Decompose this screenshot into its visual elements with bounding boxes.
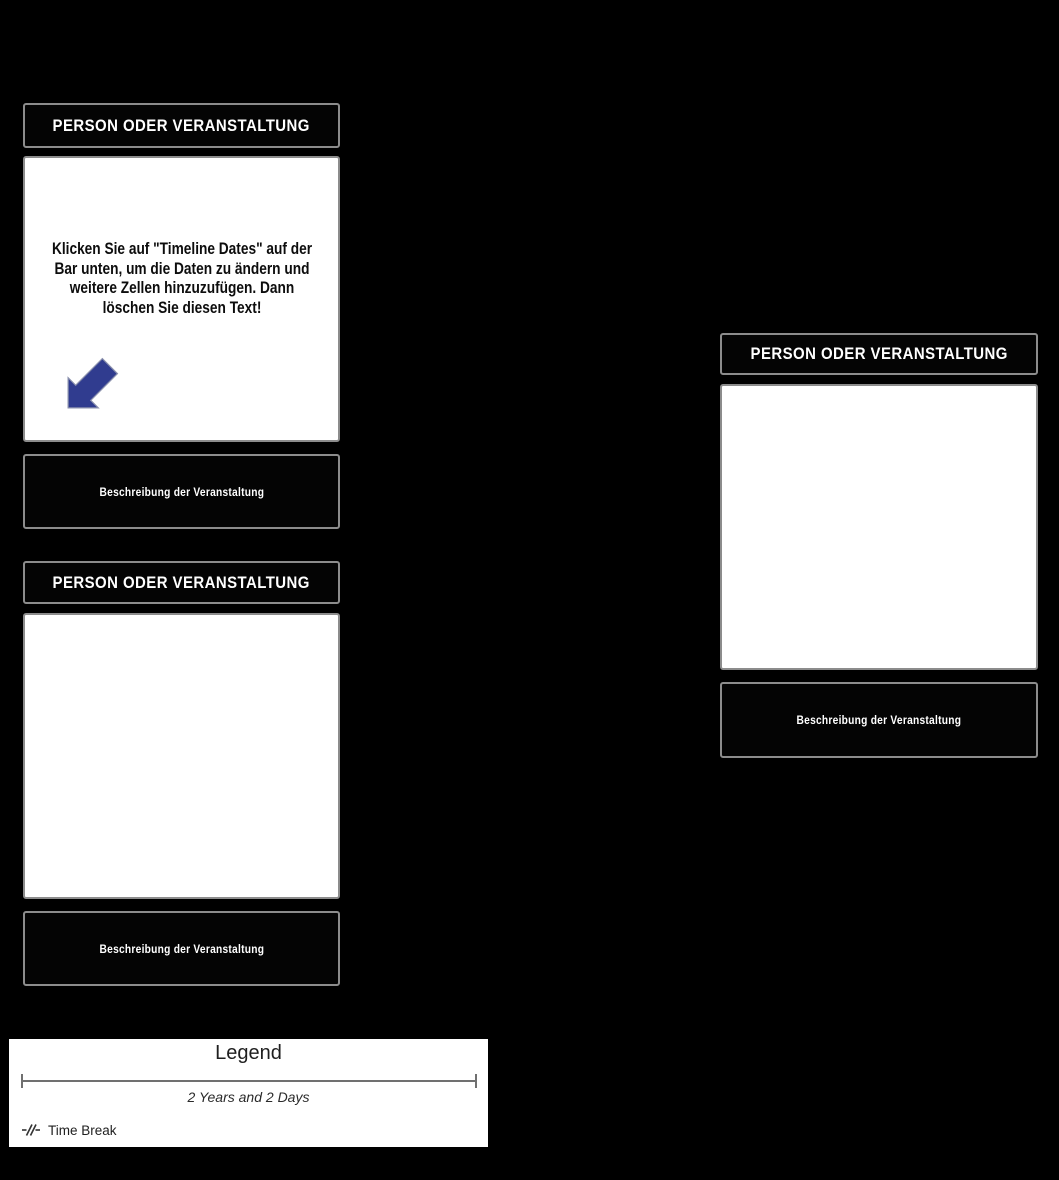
entry3-title-cell[interactable] <box>720 333 1038 375</box>
legend-time-break-row <box>22 1122 117 1138</box>
entry2-title-cell[interactable] <box>23 561 340 604</box>
instruction-line-4: löschen Sie diesen Text! <box>102 298 261 317</box>
entry1-description-label: Beschreibung der Veranstaltung <box>99 484 264 499</box>
entry2-image-cell[interactable] <box>23 613 340 899</box>
legend-time-break-label: Time Break <box>48 1122 117 1138</box>
entry3-image-cell[interactable] <box>720 384 1038 670</box>
entry1-instruction-text <box>32 240 331 318</box>
entry2-description-cell[interactable] <box>23 911 340 986</box>
legend-title: Legend <box>215 1042 282 1064</box>
legend-duration-label: 2 Years and 2 Days <box>187 1089 310 1105</box>
entry1-image-cell[interactable] <box>23 156 340 442</box>
arrow-down-left-icon <box>46 346 132 428</box>
entry2-description-label: Beschreibung der Veranstaltung <box>99 941 264 956</box>
entry1-title-cell[interactable] <box>23 103 340 148</box>
instruction-line-1: Klicken Sie auf "Timeline Dates" auf der <box>51 240 312 258</box>
entry3-title-label: PERSON ODER VERANSTALTUNG <box>750 344 1008 363</box>
entry3-description-label: Beschreibung der Veranstaltung <box>796 713 962 727</box>
legend-panel <box>9 1039 488 1147</box>
instruction-line-2: Bar unten, um die Daten zu ändern und <box>54 259 309 278</box>
entry2-title-label: PERSON ODER VERANSTALTUNG <box>52 572 311 592</box>
time-break-icon <box>22 1122 41 1138</box>
instruction-line-3: weitere Zellen hinzuzufügen. Dann <box>69 279 294 297</box>
entry3-description-cell[interactable] <box>720 682 1038 758</box>
entry1-title-label: PERSON ODER VERANSTALTUNG <box>52 115 311 135</box>
entry1-description-cell[interactable] <box>23 454 340 529</box>
legend-duration-line <box>21 1080 477 1082</box>
